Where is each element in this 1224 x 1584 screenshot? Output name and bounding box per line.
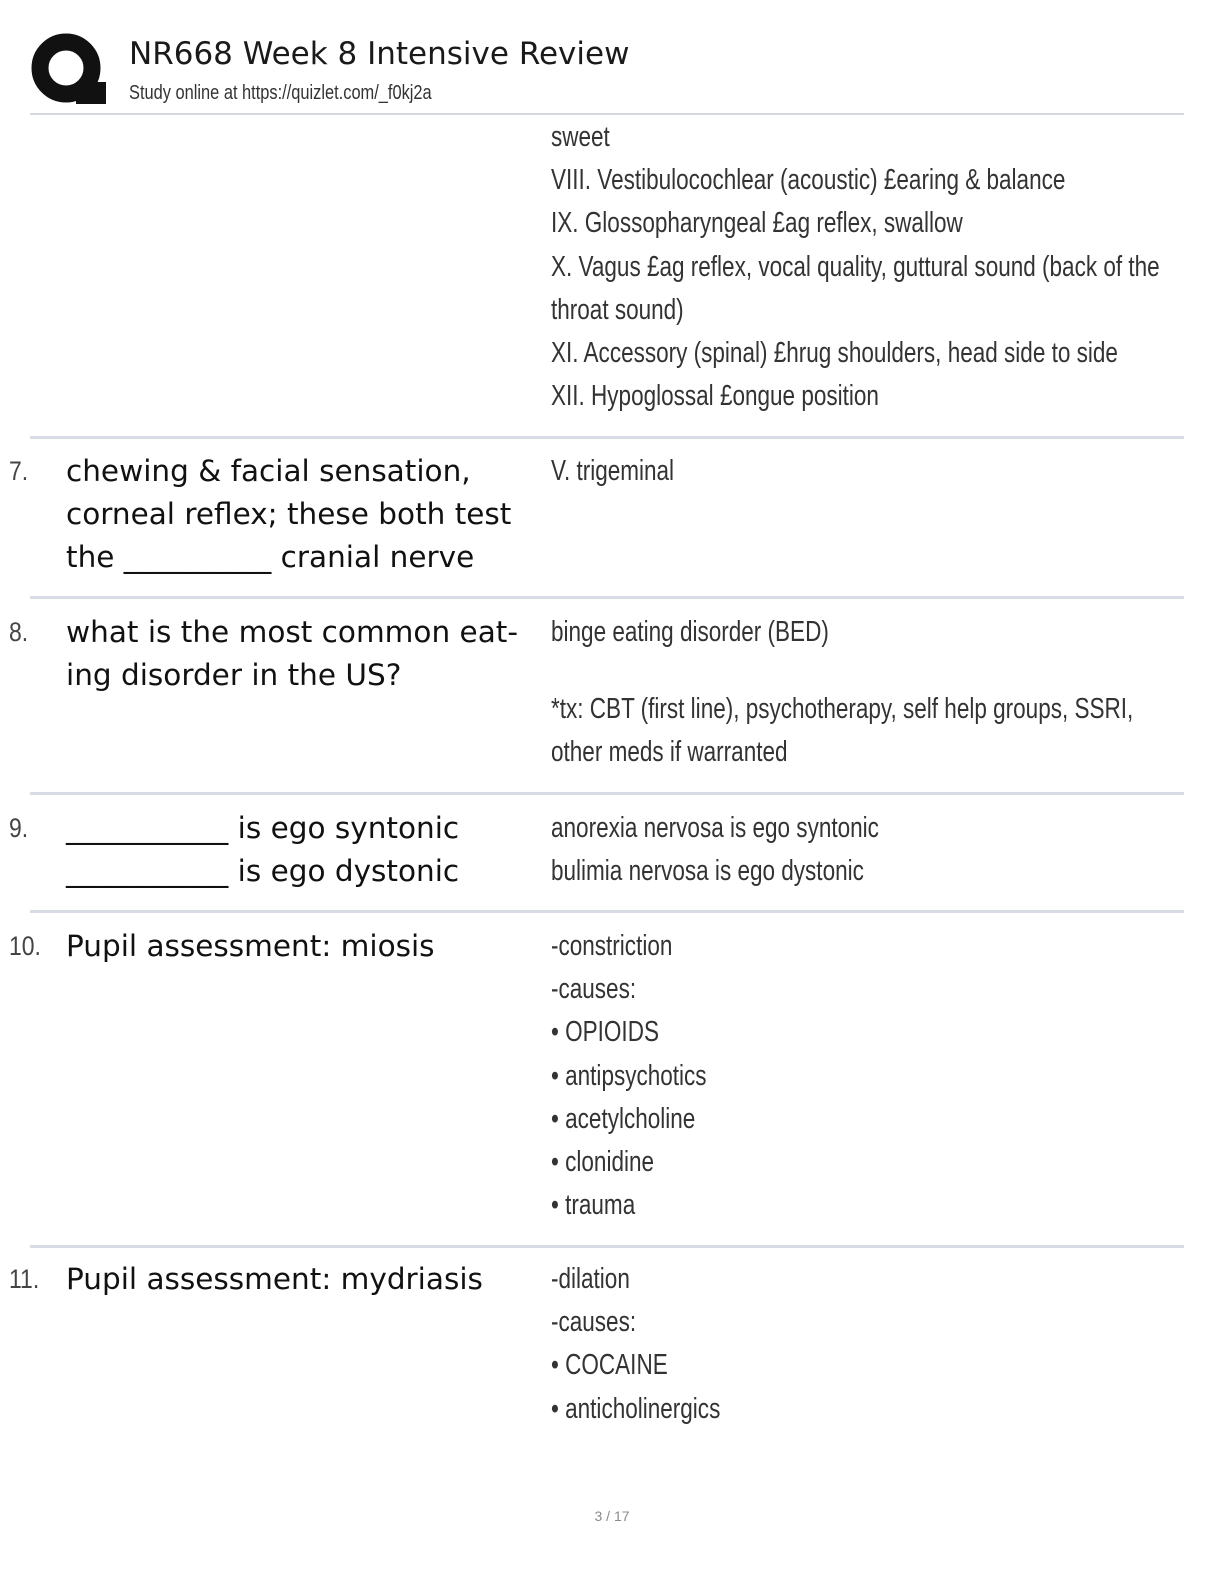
definition-line: binge eating disorder (BED) [551, 616, 829, 648]
term-line: ing disorder in the US? [66, 658, 402, 692]
definition-line: IX. Glossopharyngeal £ag reflex, swallow [551, 207, 963, 240]
card-term [66, 807, 526, 893]
definition-line: • anticholinergics [551, 1392, 721, 1425]
term-line: the __________ cranial nerve [66, 540, 475, 574]
definition-line: bulimia nervosa is ego dystonic [551, 855, 864, 888]
definition-line: -dilation [551, 1263, 630, 1295]
definition-line: • clonidine [551, 1145, 655, 1178]
card-divider [30, 596, 1184, 599]
term-line: what is the most common eat- [66, 615, 518, 649]
continued-definition [551, 116, 1160, 418]
card-definition [551, 450, 1136, 493]
definition-line: XII. Hypoglossal £ongue position [551, 380, 879, 413]
card-definition [551, 807, 1136, 893]
term-line: ___________ is ego syntonic [66, 811, 460, 845]
card-term [66, 925, 526, 968]
card-divider [30, 910, 1184, 913]
definition-line: throat sound) [551, 293, 684, 326]
definition-line: *tx: CBT (first line), psychotherapy, self help groups, SSRI, [551, 693, 1134, 726]
card-term [66, 1258, 526, 1301]
quizlet-q-logo-icon [30, 30, 110, 110]
definition-line: • acetylcholine [551, 1102, 696, 1135]
card-term [66, 611, 526, 697]
definition-line: anorexia nervosa is ego syntonic [551, 812, 879, 844]
card-number: 10. [9, 931, 41, 961]
card-number: 7. [9, 456, 29, 486]
definition-line: -constriction [551, 930, 673, 962]
definition-line: XI. Accessory (spinal) £hrug shoulders, head side to side [551, 336, 1118, 369]
term-line: Pupil assessment: mydriasis [66, 1262, 483, 1296]
definition-line: -causes: [551, 1306, 637, 1339]
card-definition [551, 1258, 1136, 1431]
definition-line: sweet [551, 121, 610, 153]
card-divider [30, 1245, 1184, 1248]
page-header [30, 30, 1184, 114]
term-line: Pupil assessment: miosis [66, 929, 435, 963]
card-definition [551, 611, 1136, 775]
definition-line: • antipsychotics [551, 1059, 707, 1092]
page-number: 3 / 17 [594, 1508, 630, 1524]
definition-line: • COCAINE [551, 1349, 668, 1382]
definition-line: VIII. Vestibulocochlear (acoustic) £earing & balance [551, 164, 1066, 197]
term-line: corneal reflex; these both test [66, 497, 512, 531]
definition-line: -causes: [551, 973, 637, 1006]
definition-line: X. Vagus £ag reflex, vocal quality, guttural sound (back of the [551, 250, 1160, 283]
card-definition [551, 925, 1136, 1227]
definition-gap [551, 654, 1136, 688]
card-term [66, 450, 526, 579]
document-title: NR668 Week 8 Intensive Review [129, 36, 630, 72]
definition-line: other meds if warranted [551, 736, 788, 769]
definition-line: V. trigeminal [551, 455, 675, 487]
term-line: chewing & facial sensation, [66, 454, 471, 488]
header-divider [30, 113, 1184, 115]
definition-line: • OPIOIDS [551, 1016, 659, 1049]
card-divider [30, 436, 1184, 439]
card-number: 11. [9, 1264, 40, 1294]
definition-line: • trauma [551, 1189, 636, 1222]
card-divider [30, 792, 1184, 795]
card-number: 8. [9, 617, 29, 647]
card-number: 9. [9, 813, 29, 843]
study-online-link[interactable]: Study online at https://quizlet.com/_f0kj2a [129, 82, 432, 104]
term-line: ___________ is ego dystonic [66, 854, 460, 888]
